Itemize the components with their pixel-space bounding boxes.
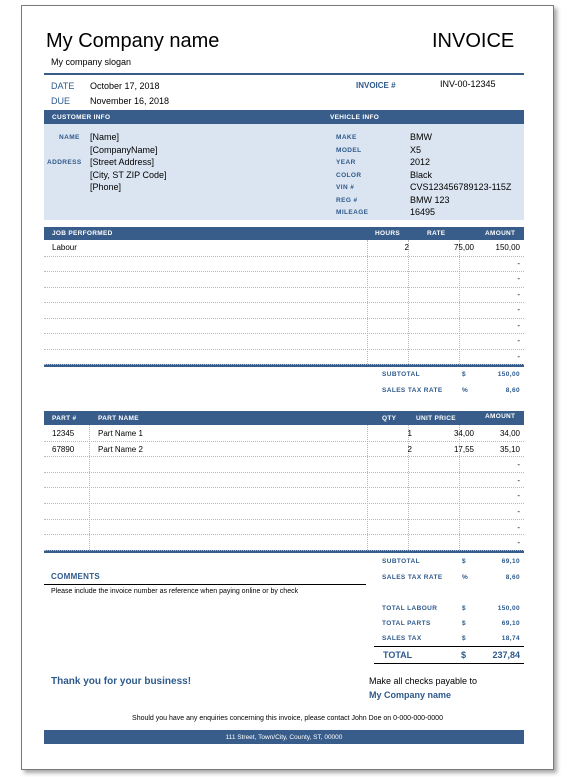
due-label: DUE — [51, 96, 71, 106]
hours-header: HOURS — [375, 230, 400, 237]
part-unit-price: 34,00 — [453, 429, 474, 438]
company-slogan: My company slogan — [51, 57, 132, 67]
unit-price-header: UNIT PRICE — [416, 415, 456, 422]
part-unit-price: 17,55 — [453, 444, 474, 454]
job-row — [44, 287, 524, 303]
customer-address-label: ADDRESS — [47, 159, 82, 166]
part-name-header: PART NAME — [98, 415, 139, 422]
row-divider — [44, 550, 524, 551]
part-number-header: PART # — [52, 415, 77, 422]
parts-subtotal-value: 69,10 — [501, 558, 520, 565]
part-amount: - — [517, 460, 520, 470]
job-rate: 75,00 — [453, 243, 474, 252]
comments-text[interactable]: Please include the invoice number as reference when paying online or by check — [51, 588, 299, 595]
job-amount: - — [517, 274, 520, 283]
parts-subtotal-label: SUBTOTAL — [382, 558, 420, 565]
part-qty: 1 — [407, 429, 412, 438]
job-amount: - — [517, 336, 520, 345]
enquiries-text: Should you have any enquiries concerning this invoice, please contact John Doe on 0-000-000-0000 — [132, 715, 443, 722]
due-value: November 16, 2018 — [90, 96, 170, 106]
sales-tax-currency: $ — [462, 635, 467, 642]
qty-header: QTY — [382, 415, 397, 422]
part-number: 12345 — [52, 429, 75, 438]
grand-total-value: 237,84 — [492, 650, 520, 660]
jobs-tax-value: 8,60 — [505, 387, 520, 394]
job-amount: - — [517, 289, 520, 299]
customer-line: [Phone] — [90, 182, 122, 192]
comments-rule — [44, 584, 366, 585]
parts-tax-symbol: % — [462, 574, 469, 581]
job-row — [44, 240, 524, 256]
vehicle-field-value: X5 — [410, 144, 422, 155]
jobs-header-bar — [44, 227, 524, 240]
vehicle-field-label: YEAR — [336, 159, 356, 166]
vehicle-field-value: BMW 123 — [410, 194, 450, 205]
job-row — [44, 349, 524, 365]
rate-header: RATE — [427, 230, 446, 237]
job-hours: 2 — [404, 243, 409, 252]
job-amount: - — [517, 351, 520, 361]
comments-header: COMMENTS — [51, 572, 101, 581]
amount-header: AMOUNT — [485, 230, 516, 237]
jobs-tax-symbol: % — [462, 387, 469, 394]
sales-tax-label: SALES TAX — [382, 635, 422, 642]
part-row — [44, 534, 524, 550]
vehicle-field-value: BMW — [410, 132, 432, 142]
sales-tax-value: 18,74 — [501, 635, 520, 642]
part-name: Part Name 2 — [98, 444, 143, 454]
total-labour-label: TOTAL LABOUR — [382, 605, 438, 612]
part-amount: - — [517, 538, 520, 548]
vehicle-field-label: COLOR — [336, 171, 362, 179]
part-row — [44, 519, 524, 535]
invoice-title: INVOICE — [432, 30, 515, 52]
job-description: Labour — [52, 243, 77, 252]
part-amount: - — [517, 507, 520, 516]
part-amount: - — [517, 475, 520, 485]
total-labour-currency: $ — [462, 605, 467, 612]
job-row — [44, 256, 524, 272]
job-amount: - — [517, 320, 520, 330]
date-value: October 17, 2018 — [90, 81, 160, 91]
job-row — [44, 318, 524, 334]
parts-header-bar — [44, 411, 524, 425]
invoice-number-label: INVOICE # — [356, 81, 396, 90]
jobs-subtotal-value: 150,00 — [497, 371, 520, 378]
jobs-tax-label: SALES TAX RATE — [382, 387, 443, 394]
part-row — [44, 487, 524, 503]
job-row — [44, 333, 524, 349]
invoice-page — [21, 5, 554, 770]
job-amount: - — [517, 258, 520, 268]
invoice-number: INV-00-12345 — [440, 79, 496, 89]
job-amount: 150,00 — [495, 243, 520, 252]
vehicle-field-value: 2012 — [410, 157, 431, 167]
vehicle-field-value: Black — [410, 169, 433, 180]
part-amount: - — [517, 522, 520, 532]
vehicle-info-header: VEHICLE INFO — [330, 114, 380, 121]
customer-name-label: NAME — [59, 134, 80, 141]
header-rule — [44, 73, 524, 75]
customer-line: [Street Address] — [90, 157, 155, 167]
vehicle-field-label: REG # — [336, 196, 358, 204]
parts-tax-label: SALES TAX RATE — [382, 574, 443, 581]
checks-payable-text: Make all checks payable to — [369, 676, 478, 686]
vehicle-field-label: MODEL — [336, 146, 362, 154]
customer-line: [CompanyName] — [90, 144, 158, 155]
total-labour-value: 150,00 — [497, 605, 520, 612]
jobs-subtotal-label: SUBTOTAL — [382, 371, 420, 378]
part-qty: 2 — [407, 444, 412, 454]
total-parts-value: 69,10 — [501, 620, 520, 627]
part-number: 67890 — [52, 444, 75, 454]
part-row — [44, 441, 524, 457]
parts-amount-header: AMOUNT — [485, 413, 516, 420]
total-parts-label: TOTAL PARTS — [382, 620, 431, 627]
part-row — [44, 503, 524, 519]
thank-you-message: Thank you for your business! — [51, 676, 192, 687]
parts-tax-value: 8,60 — [505, 574, 520, 581]
part-amount: 35,10 — [499, 444, 520, 454]
job-row — [44, 271, 524, 287]
customer-info-header: CUSTOMER INFO — [52, 114, 111, 121]
part-row — [44, 456, 524, 472]
vehicle-field-label: MILEAGE — [336, 209, 369, 216]
part-row — [44, 472, 524, 488]
total-parts-currency: $ — [462, 620, 467, 627]
part-row — [44, 425, 524, 441]
customer-line: [City, ST ZIP Code] — [90, 169, 167, 180]
vehicle-field-label: VIN # — [336, 184, 355, 191]
job-row — [44, 302, 524, 318]
customer-line: [Name] — [90, 132, 120, 142]
vehicle-field-value: 16495 — [410, 207, 436, 217]
row-divider — [44, 364, 524, 365]
date-label: DATE — [51, 81, 75, 91]
jobs-subtotal-currency: $ — [462, 371, 467, 378]
vehicle-field-value: CVS123456789123-115Z — [410, 182, 512, 192]
grand-total-currency: $ — [461, 650, 467, 660]
part-name: Part Name 1 — [98, 429, 143, 438]
vehicle-field-label: MAKE — [336, 134, 357, 141]
company-name: My Company name — [46, 30, 220, 52]
info-header-bar — [44, 110, 524, 124]
part-amount: 34,00 — [499, 429, 520, 438]
part-amount: - — [517, 491, 520, 501]
job-amount: - — [517, 305, 520, 314]
job-performed-header: JOB PERFORMED — [52, 230, 113, 237]
payee-name: My Company name — [369, 690, 452, 700]
total-bottom-rule — [374, 663, 524, 664]
footer-bar — [44, 730, 524, 744]
parts-subtotal-currency: $ — [462, 558, 467, 565]
company-address: 111 Street, Town/City, County, ST, 00000 — [225, 734, 343, 741]
total-rule — [374, 646, 524, 647]
grand-total-label: TOTAL — [383, 650, 413, 660]
